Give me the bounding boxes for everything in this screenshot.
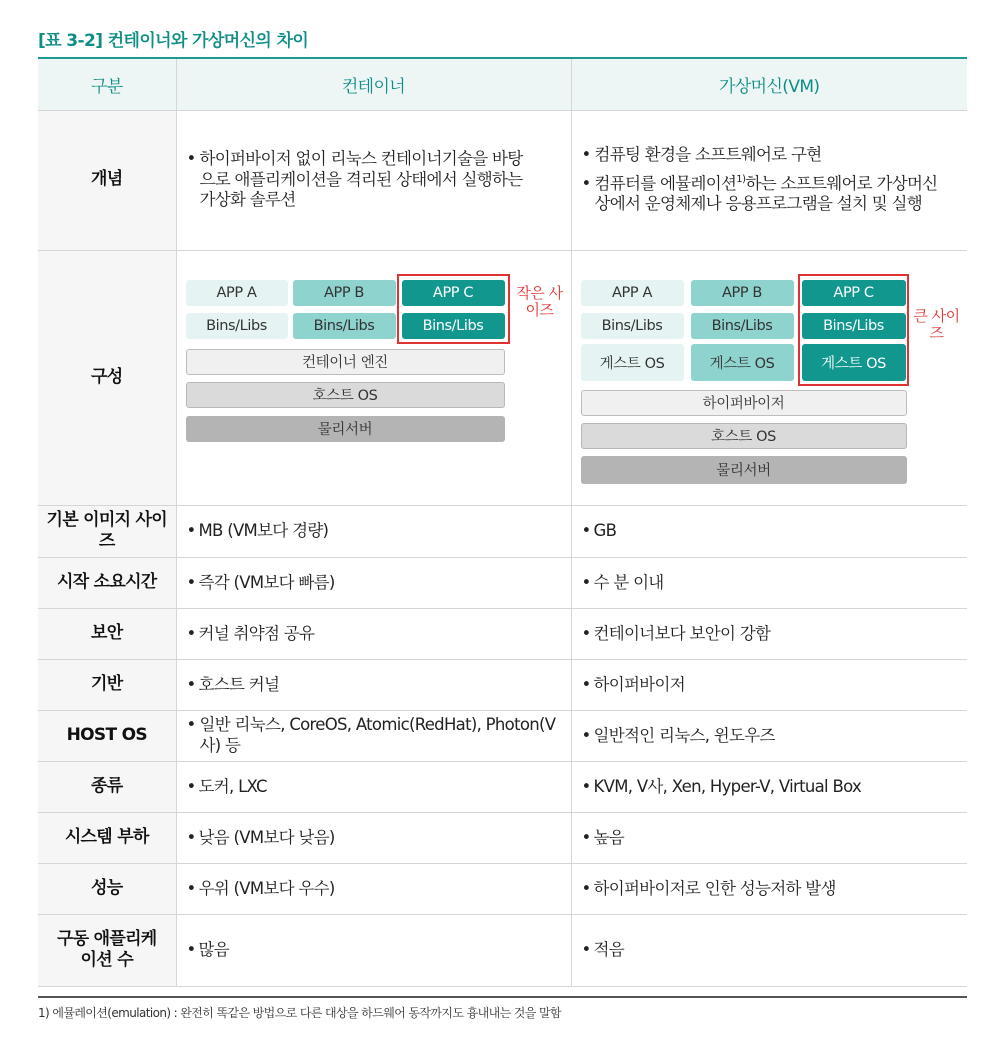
- container-cell: • 호스트 커널: [176, 659, 571, 710]
- diagram-block-app: APP B: [293, 280, 396, 306]
- vm-cell: • 하이퍼바이저: [571, 659, 967, 710]
- row-label: 구동 애플리케이션 수: [38, 914, 176, 986]
- header-vm: 가상머신(VM): [571, 58, 967, 110]
- vm-cell: • GB: [571, 505, 967, 557]
- diagram-block-libs: Bins/Libs: [691, 313, 794, 339]
- vm-cell: • 적음: [571, 914, 967, 986]
- header-category: 구분: [38, 58, 176, 110]
- vm-cell: • 높음: [571, 812, 967, 863]
- vm-cell: • KVM, V사, Xen, Hyper-V, Virtual Box: [571, 761, 967, 812]
- table-caption: [표 3-2] 컨테이너와 가상머신의 차이: [38, 31, 309, 51]
- row-label: 성능: [38, 863, 176, 914]
- row-label: 종류: [38, 761, 176, 812]
- comparison-table: [38, 57, 967, 987]
- concept-vm-text-2: • 컴퓨터를 에뮬레이션$^{1)}$하는 소프트웨어로 가상머신 상에서 운영체제나 응용프로그램을 설치 및 실행: [582, 174, 950, 215]
- container-cell: • 도커, LXC: [176, 761, 571, 812]
- table-row: [38, 761, 967, 812]
- diagram-block-libs: Bins/Libs: [802, 313, 906, 339]
- diagram-block-libs: Bins/Libs: [186, 313, 288, 339]
- table-row: [38, 608, 967, 659]
- container-cell: • 낮음 (VM보다 낮음): [176, 812, 571, 863]
- row-label: HOST OS: [38, 710, 176, 761]
- row-label: 기반: [38, 659, 176, 710]
- container-diagram: [176, 250, 571, 505]
- container-cell: • 커널 취약점 공유: [176, 608, 571, 659]
- table-row: [38, 710, 967, 761]
- row-label: 기본 이미지 사이즈: [38, 505, 176, 557]
- container-cell: • MB (VM보다 경량): [176, 505, 571, 557]
- vm-cell: • 일반적인 리눅스, 윈도우즈: [571, 710, 967, 761]
- diagram-block-libs: Bins/Libs: [293, 313, 396, 339]
- diagram-block-guest-os: 게스트 OS: [802, 344, 906, 381]
- table-row: [38, 812, 967, 863]
- table-row: [38, 557, 967, 608]
- container-cell: • 많음: [176, 914, 571, 986]
- diagram-block-app: APP A: [186, 280, 288, 306]
- container-cell: • 일반 리눅스, CoreOS, Atomic(RedHat), Photon(V사) 등: [176, 710, 571, 761]
- footnote: 1) 에뮬레이션(emulation) : 완전히 똑같은 방법으로 다른 대상을 하드웨어 동작까지도 흉내내는 것을 말함: [38, 1006, 561, 1020]
- diagram-block-server: 물리서버: [186, 416, 505, 442]
- diagram-block-guest-os: 게스트 OS: [691, 344, 794, 381]
- concept-vm-text-1: • 컴퓨팅 환경을 소프트웨어로 구현: [582, 145, 950, 166]
- diagram-block-host-os: 호스트 OS: [186, 382, 505, 408]
- vm-diagram: [571, 250, 967, 505]
- table-row: [38, 505, 967, 557]
- table-row: [38, 863, 967, 914]
- table-row-composition: [38, 250, 967, 505]
- diagram-block-libs: Bins/Libs: [581, 313, 684, 339]
- diagram-block-guest-os: 게스트 OS: [581, 344, 684, 381]
- diagram-block-server: 물리서버: [581, 456, 907, 484]
- row-label: 구성: [38, 250, 176, 505]
- footnote-divider: [38, 996, 967, 998]
- diagram-block-app: APP B: [691, 280, 794, 306]
- size-note-small: 작은 사이즈: [516, 283, 563, 319]
- row-label: 시작 소요시간: [38, 557, 176, 608]
- vm-cell: • 하이퍼바이저로 인한 성능저하 발생: [571, 863, 967, 914]
- highlight-box: [397, 274, 510, 344]
- size-note-large: 큰 사이즈: [913, 306, 960, 342]
- diagram-block-engine: 컨테이너 엔진: [186, 349, 505, 375]
- container-cell: • 우위 (VM보다 우수): [176, 863, 571, 914]
- table-row: [38, 659, 967, 710]
- concept-container-text: • 하이퍼바이저 없이 리눅스 컨테이너기술을 바탕으로 애플리케이션을 격리된 상태에서 실행하는 가상화 솔루션: [187, 149, 531, 211]
- table-row-concept: [38, 110, 967, 250]
- row-label: 개념: [38, 110, 176, 250]
- table-header-row: [38, 58, 967, 110]
- diagram-block-host-os: 호스트 OS: [581, 423, 907, 449]
- footnote-ref: 1): [736, 173, 746, 185]
- vm-cell: • 수 분 이내: [571, 557, 967, 608]
- container-cell: • 즉각 (VM보다 빠름): [176, 557, 571, 608]
- diagram-block-app: APP C: [402, 280, 505, 306]
- vm-cell: • 컨테이너보다 보안이 강함: [571, 608, 967, 659]
- diagram-block-app: APP A: [581, 280, 684, 306]
- header-container: 컨테이너: [176, 58, 571, 110]
- table-row: [38, 914, 967, 986]
- row-label: 시스템 부하: [38, 812, 176, 863]
- row-label: 보안: [38, 608, 176, 659]
- highlight-box: [798, 274, 909, 386]
- diagram-block-libs: Bins/Libs: [402, 313, 505, 339]
- diagram-block-app: APP C: [802, 280, 906, 306]
- diagram-block-hypervisor: 하이퍼바이저: [581, 390, 907, 416]
